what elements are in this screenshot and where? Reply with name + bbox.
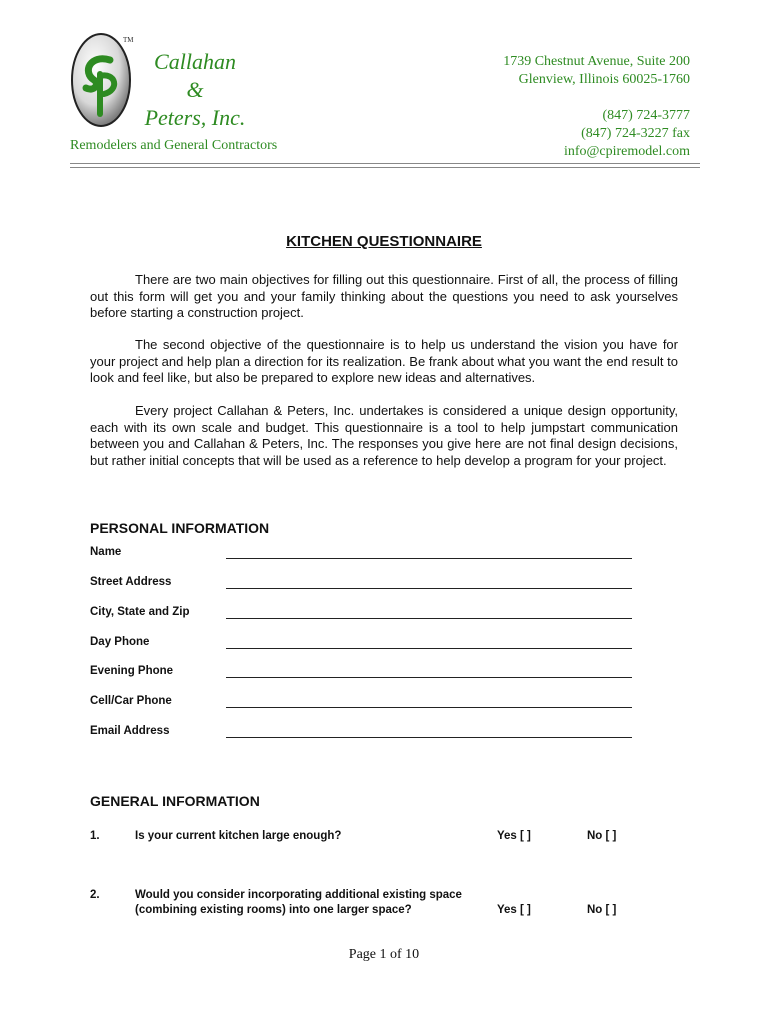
city-state-zip-field[interactable] (90, 606, 635, 624)
fill-in-line[interactable] (226, 648, 632, 649)
intro-paragraph: There are two main objectives for filling out this questionnaire. First of all, the process of filling out this form will get you and your family thinking about the questions you need to ask yourselves before starting a construction project. (90, 272, 678, 320)
company-name (0, 48, 390, 132)
fill-in-line[interactable] (226, 588, 632, 589)
question-number: 2. (90, 889, 100, 901)
personal-info-heading: PERSONAL INFORMATION (90, 520, 270, 536)
page-title: KITCHEN QUESTIONNAIRE (286, 233, 482, 250)
fill-in-line[interactable] (226, 677, 632, 678)
phone: (847) 724-3777 (602, 108, 690, 123)
divider (70, 167, 700, 168)
email: info@cpiremodel.com (563, 144, 690, 159)
question-number: 1. (90, 830, 100, 842)
general-info-heading: GENERAL INFORMATION (90, 793, 260, 809)
name-field[interactable] (90, 546, 635, 564)
fill-in-line[interactable] (226, 707, 632, 708)
letterhead (0, 0, 768, 175)
field-label: Street Address (90, 576, 172, 588)
company-line-1: Callahan (154, 49, 236, 74)
company-line-2: & (186, 77, 204, 102)
fill-in-line[interactable] (226, 737, 632, 738)
field-label: City, State and Zip (90, 606, 190, 618)
field-label: Cell/Car Phone (90, 695, 172, 707)
yes-checkbox[interactable]: Yes [ ] (497, 830, 531, 842)
evening-phone-field[interactable] (90, 665, 635, 683)
question-text: Would you consider incorporating additional existing space (combining existing rooms) into one larger space? (135, 889, 462, 916)
fill-in-line[interactable] (226, 558, 632, 559)
intro-paragraph: Every project Callahan & Peters, Inc. undertakes is considered a unique design opportunity, each with its own scale and budget. This questionnaire is a tool to help jumpstart communication between you and Callahan & Peters, Inc. The responses you give here are not final design decisions, but rather initial concepts that will be used as a reference to help develop a program for your project. (90, 403, 678, 468)
divider (70, 163, 700, 164)
intro-paragraph: The second objective of the questionnaire is to help us understand the vision you have for your project and help plan a direction for its realization. Be frank about what you want the end result to look and feel like, but also be prepared to explore new ideas and alternatives. (90, 337, 678, 385)
fax: (847) 724-3227 fax (581, 126, 690, 141)
street-address-field[interactable] (90, 576, 635, 594)
address-line-2: Glenview, Illinois 60025-1760 (518, 72, 690, 87)
email-address-field[interactable] (90, 725, 635, 743)
question-text: Is your current kitchen large enough? (135, 830, 342, 842)
day-phone-field[interactable] (90, 636, 635, 654)
fill-in-line[interactable] (226, 618, 632, 619)
no-checkbox[interactable]: No [ ] (587, 830, 617, 842)
field-label: Day Phone (90, 636, 150, 648)
trademark: TM (123, 36, 134, 44)
yes-checkbox[interactable]: Yes [ ] (497, 904, 531, 916)
contact-block (503, 53, 690, 161)
company-line-3: Peters, Inc. (144, 105, 246, 130)
tagline: Remodelers and General Contractors (70, 138, 278, 153)
address-line-1: 1739 Chestnut Avenue, Suite 200 (503, 54, 690, 69)
page-number: Page 1 of 10 (348, 947, 420, 962)
cell-phone-field[interactable] (90, 695, 635, 713)
field-label: Email Address (90, 725, 170, 737)
no-checkbox[interactable]: No [ ] (587, 904, 617, 916)
field-label: Name (90, 546, 122, 558)
field-label: Evening Phone (90, 665, 174, 677)
